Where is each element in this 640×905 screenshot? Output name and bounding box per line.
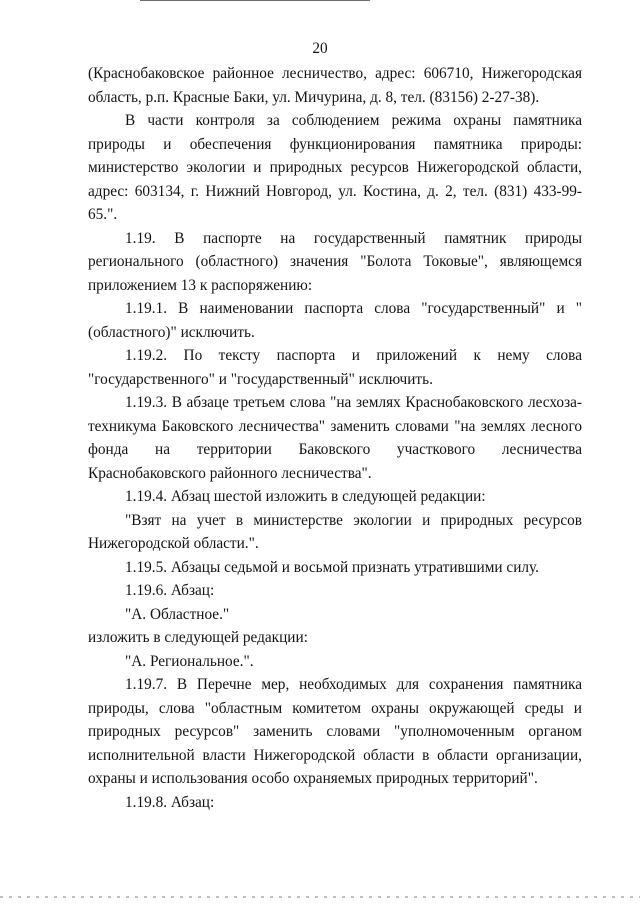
paragraph-1-19-3: 1.19.3. В абзаце третьем слова "на землях Краснобаковского лесхоза-техникума Баковского лесничества" заменить словами "на землях лесного фонда на территории Баковского участкового лесничества Краснобаковского районного лесничества". <box>88 394 582 482</box>
paragraph-1-19-7: 1.19.7. В Перечне мер, необходимых для сохранения памятника природы, слова "областным комитетом охраны окружающей среды и природных ресурсов" заменить словами "уполномоченным органом исполнительной власти Нижегородской области в области организации, охраны и использования особо охраняемых природных территорий". <box>88 676 582 787</box>
page-number: 20 <box>312 40 328 57</box>
scan-edge-bottom <box>0 896 640 898</box>
document-body <box>88 62 582 814</box>
paragraph-1-19-5: 1.19.5. Абзацы седьмой и восьмой признать утратившими силу. <box>125 558 539 576</box>
paragraph-address-krasnobakovskoe: (Краснобаковское районное лесничество, адрес: 606710, Нижегородская область, р.п. Красные Баки, ул. Мичурина, д. 8, тел. (83156) 2-27-38). <box>88 65 582 106</box>
scan-edge-top <box>140 0 370 1</box>
paragraph-quote-registered: "Взят на учет в министерстве экологии и природных ресурсов Нижегородской области.". <box>88 511 582 552</box>
paragraph-1-19-2: 1.19.2. По тексту паспорта и приложений к нему слова "государственного" и "государственный" исключить. <box>88 347 582 388</box>
paragraph-1-19-1: 1.19.1. В наименовании паспорта слова "государственный" и "(областного)" исключить. <box>88 300 582 341</box>
paragraph-1-19-4: 1.19.4. Абзац шестой изложить в следующей редакции: <box>125 488 486 505</box>
paragraph-quote-oblastnoe: "А. Областное." <box>125 605 230 623</box>
paragraph-control-ministry: В части контроля за соблюдением режима охраны памятника природы и обеспечения функционирования памятника природы: министерство экологии и природных ресурсов Нижегородской области, адрес: 603134, г. Нижний Новгород, ул. Костина, д. 2, тел. (831) 433-99-65.". <box>88 112 582 223</box>
paragraph-1-19-6: 1.19.6. Абзац: <box>125 582 215 599</box>
paragraph-state-as-follows: изложить в следующей редакции: <box>88 629 308 646</box>
paragraph-1-19-8: 1.19.8. Абзац: <box>125 793 215 811</box>
paragraph-quote-regionalnoe: "А. Региональное.". <box>125 652 254 670</box>
paragraph-1-19: 1.19. В паспорте на государственный памятник природы регионального (областного) значения "Болота Токовые", являющемся приложением 13 к распоряжению: <box>88 229 582 294</box>
